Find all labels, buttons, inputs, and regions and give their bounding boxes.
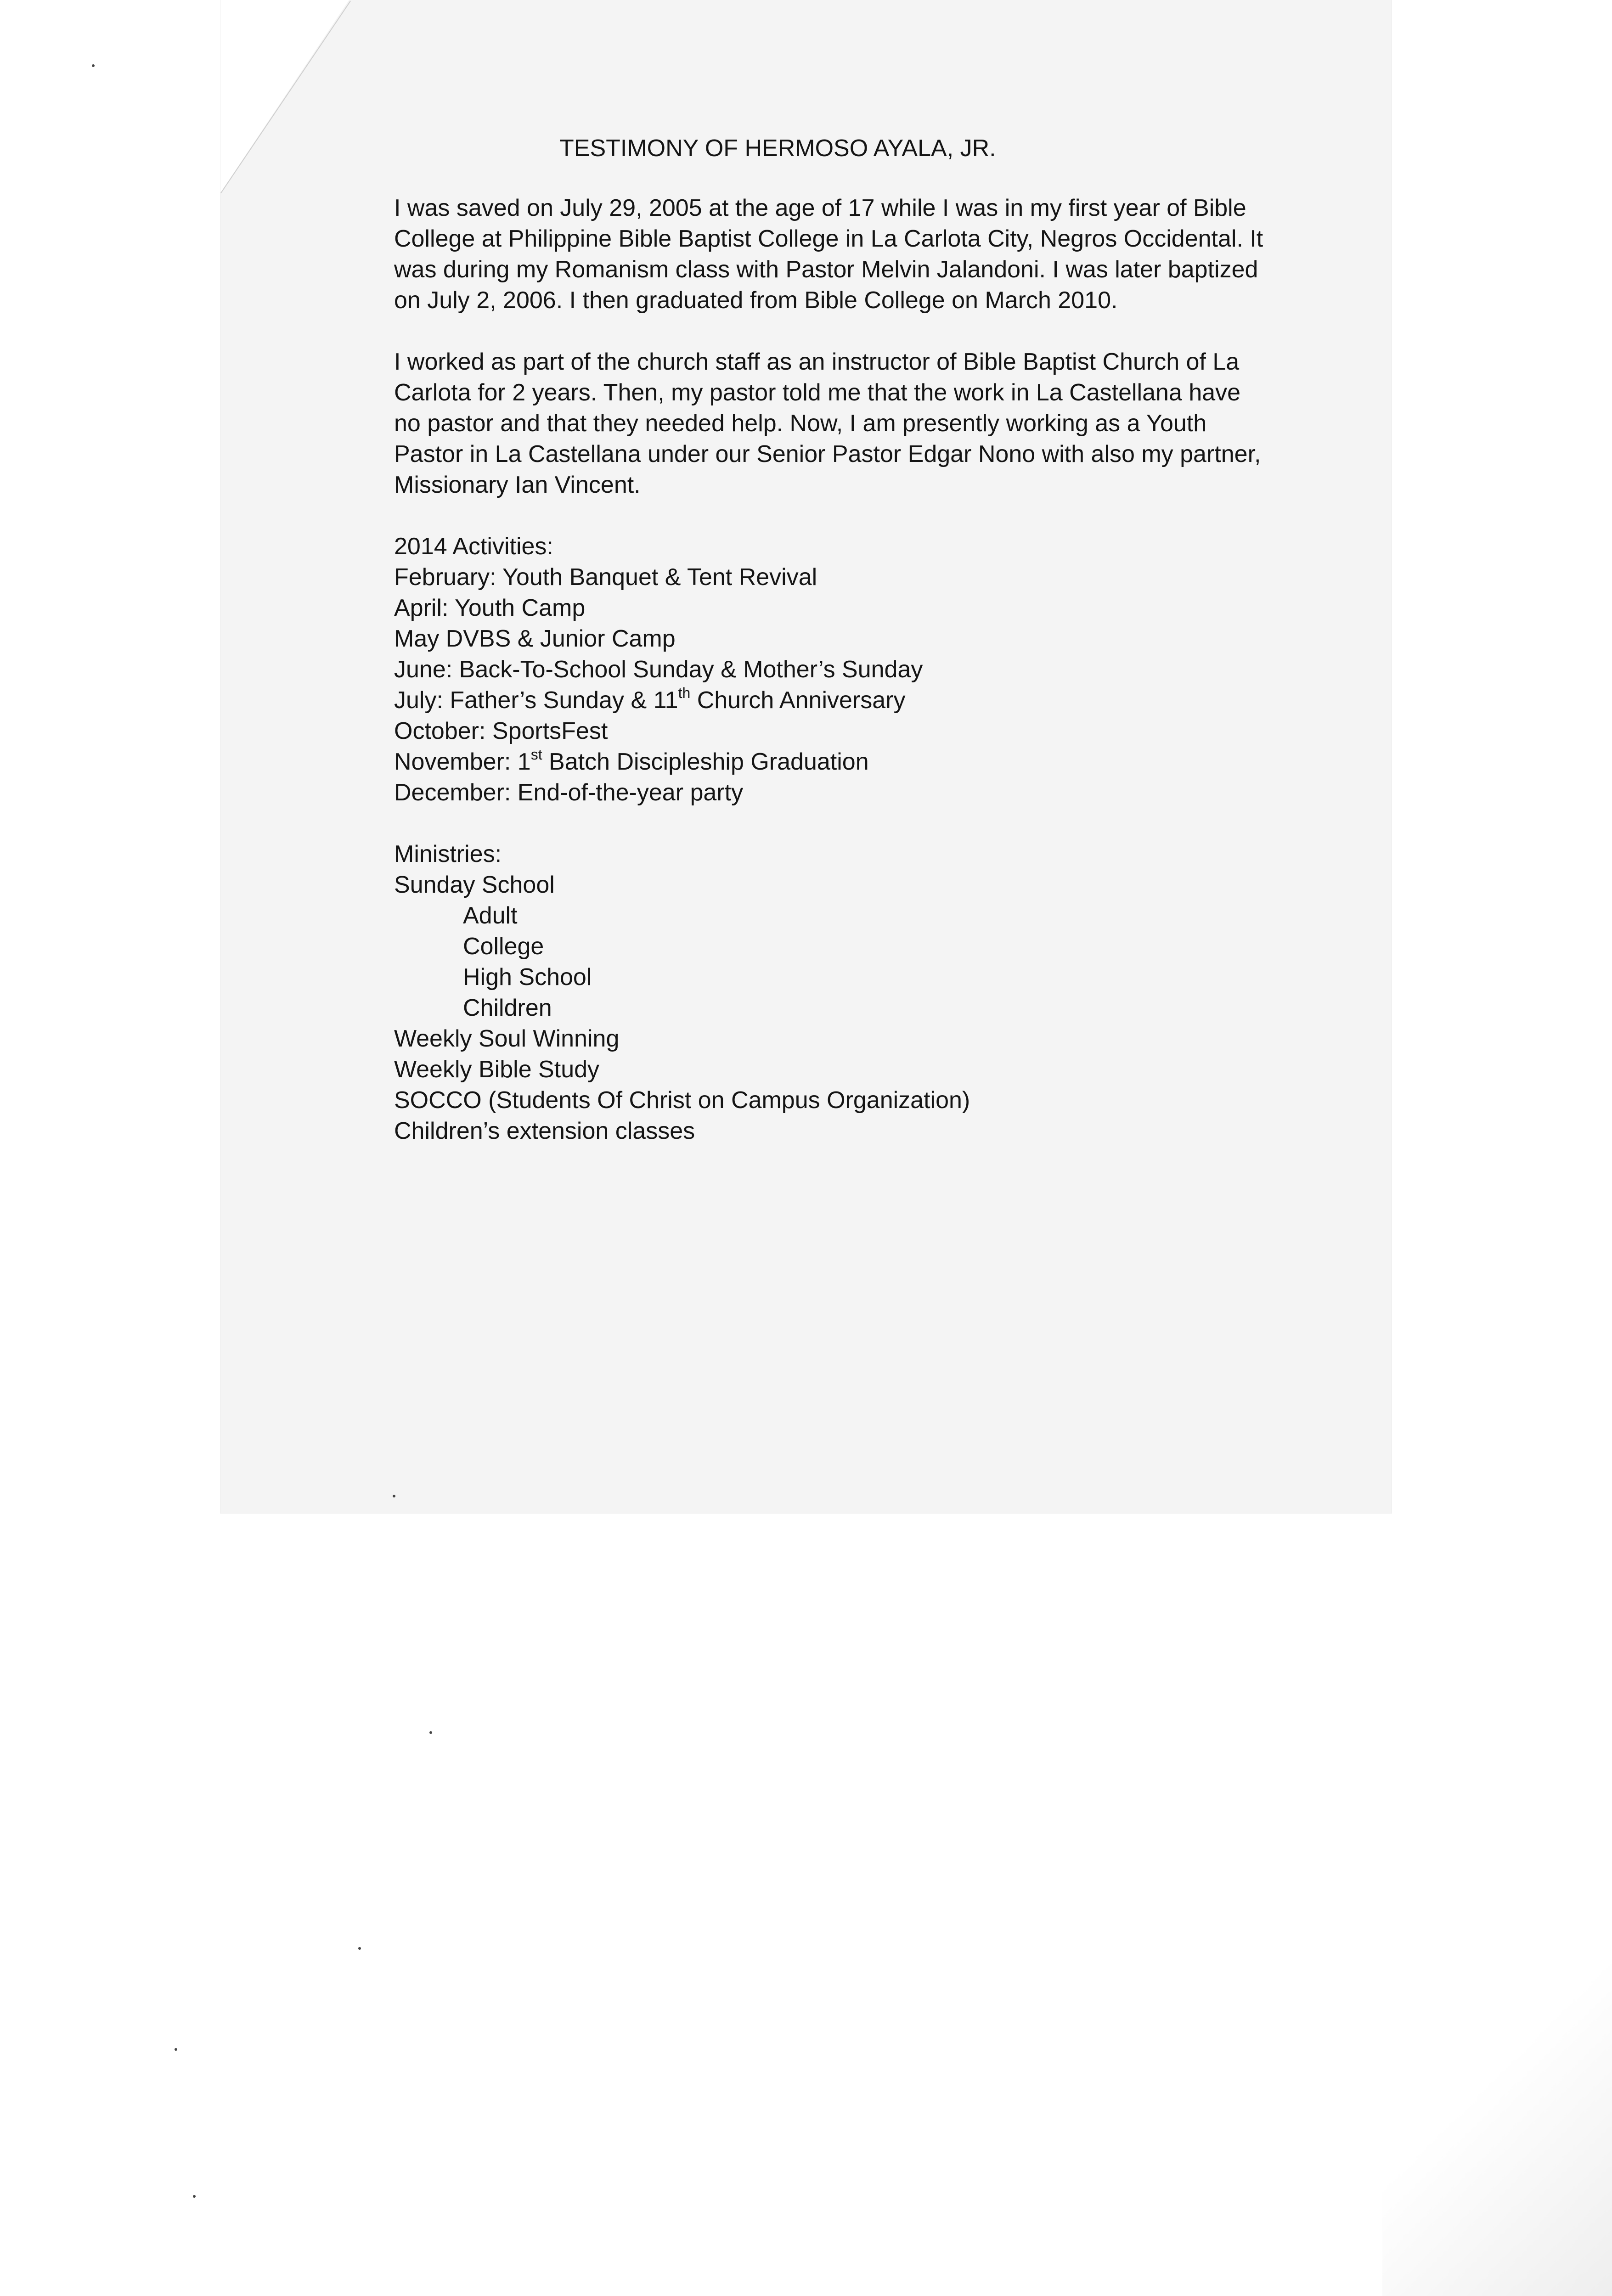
activity-june: June: Back-To-School Sunday & Mother’s Sunday xyxy=(394,656,923,683)
activity-july-ordinal: th xyxy=(678,685,691,701)
scan-speck xyxy=(393,1495,395,1497)
ministry-socco: SOCCO (Students Of Christ on Campus Organization) xyxy=(394,1087,970,1114)
scan-speck xyxy=(193,2195,196,2198)
scan-speck xyxy=(358,1947,361,1950)
ministry-soul-winning: Weekly Soul Winning xyxy=(394,1025,620,1052)
document-title: TESTIMONY OF HERMOSO AYALA, JR. xyxy=(559,135,996,162)
scan-speck xyxy=(429,1731,432,1734)
activity-may: May DVBS & Junior Camp xyxy=(394,625,676,652)
activity-july-rest: Church Anniversary xyxy=(690,687,906,714)
ministry-extension-classes: Children’s extension classes xyxy=(394,1118,695,1144)
activities-section xyxy=(394,531,1267,808)
activity-november-text: November: 1 xyxy=(394,748,531,775)
sunday-school-adult: Adult xyxy=(463,902,518,929)
activities-heading: 2014 Activities: xyxy=(394,533,553,560)
sunday-school-children: Children xyxy=(463,995,552,1021)
ministry-bible-study: Weekly Bible Study xyxy=(394,1056,600,1083)
activity-november-ordinal: st xyxy=(530,746,542,763)
testimony-document xyxy=(394,133,1267,1147)
paragraph-ministry: I worked as part of the church staff as an instructor of Bible Baptist Church of La Carlota for 2 years. Then, my pastor told me that the work in La Castellana have no pastor and that they needed help. Now, I am presently working as a Youth Pastor in La Castellana under our Senior Pastor Edgar Nono with also my partner, Missionary Ian Vincent. xyxy=(394,349,1261,498)
paragraph-salvation: I was saved on July 29, 2005 at the age of 17 while I was in my first year of Bible College at Philippine Bible Baptist College in La Carlota City, Negros Occidental. It was during my Romanism class with Pastor Melvin Jalandoni. I was later baptized on July 2, 2006. I then graduated from Bible College on March 2010. xyxy=(394,195,1263,314)
sunday-school-college: College xyxy=(463,933,544,960)
activity-february: February: Youth Banquet & Tent Revival xyxy=(394,564,817,591)
ministries-section xyxy=(394,839,1267,1147)
scan-edge-shadow xyxy=(1382,1929,1612,2296)
activity-november xyxy=(394,747,1267,777)
activity-october: October: SportsFest xyxy=(394,718,608,744)
scan-speck xyxy=(175,2048,177,2051)
activity-december: December: End-of-the-year party xyxy=(394,779,744,806)
activity-july xyxy=(394,685,1267,716)
activity-july-text: July: Father’s Sunday & 11 xyxy=(394,687,678,714)
activity-april: April: Youth Camp xyxy=(394,595,586,621)
activity-november-rest: Batch Discipleship Graduation xyxy=(542,748,869,775)
ministries-heading: Ministries: xyxy=(394,841,502,867)
ministry-sunday-school: Sunday School xyxy=(394,872,555,898)
section-spacer xyxy=(394,808,1267,839)
scan-speck xyxy=(92,64,95,67)
sunday-school-high-school: High School xyxy=(463,964,592,990)
